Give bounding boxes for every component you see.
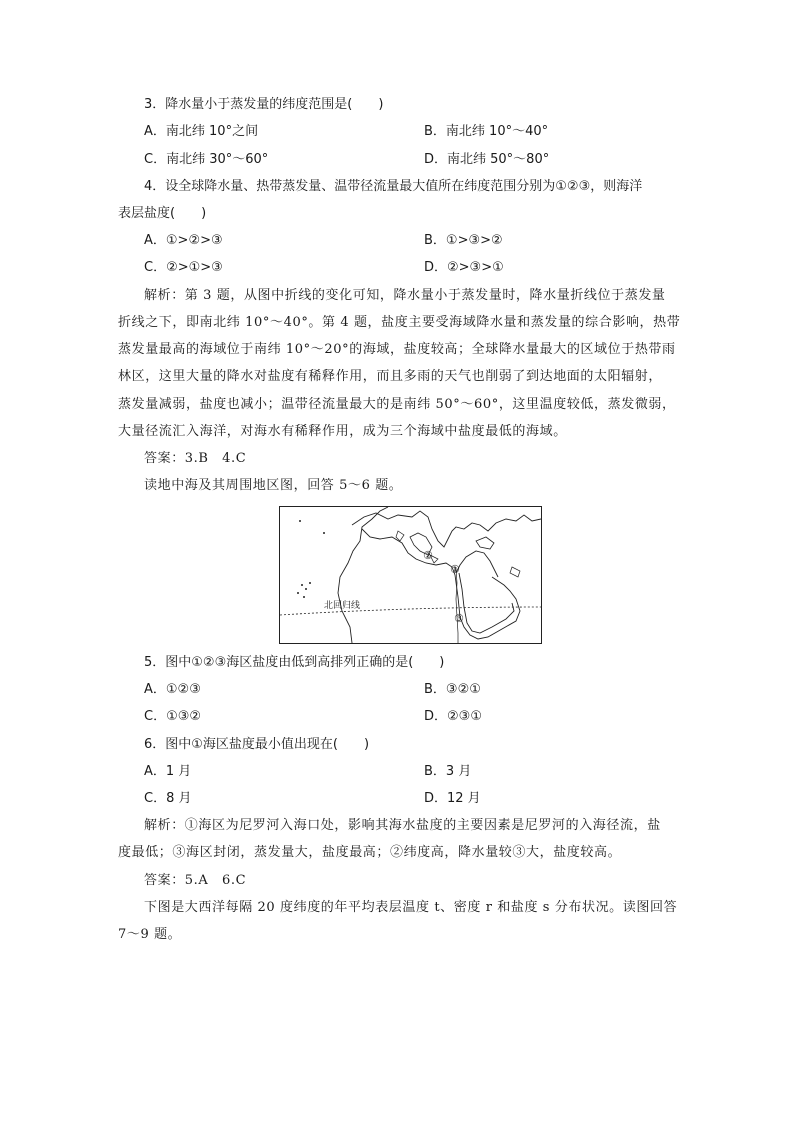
question-5-option-d: D．②③① — [424, 709, 482, 724]
north-africa-red-sea-coast — [362, 529, 520, 639]
analysis-1-line3: 蒸发量最高的海域位于南纬 10°～20°的海域，盐度较高；全球降水量最大的区域位于热带雨 — [118, 342, 676, 357]
analysis-1-line6: 大量径流汇入海洋，对海水有稀释作用，成为三个海域中盐度最低的海域。 — [118, 424, 567, 439]
question-3-stem: 3．降水量小于蒸发量的纬度范围是( ) — [144, 97, 384, 112]
europe-coast — [352, 511, 541, 547]
question-4-stem-line1: 4．设全球降水量、热带蒸发量、温带径流量最大值所在纬度范围分别为①②③，则海洋 — [144, 179, 643, 194]
island-dot — [309, 582, 311, 584]
question-6-option-a: A．1 月 — [144, 764, 192, 779]
question-5-option-c: C．①③② — [144, 709, 202, 724]
gulf-inlet — [510, 567, 520, 577]
question-3-option-b: B．南北纬 10°～40° — [424, 124, 549, 139]
levant-gulf-coast — [456, 551, 498, 577]
analysis-1-line4: 林区，这里大量的降水对盐度有稀释作用，而且多雨的天气也削弱了到达地面的太阳辐射， — [118, 369, 663, 384]
island-dot — [303, 596, 305, 598]
arabia-coast — [459, 573, 514, 633]
question-3-option-d: D．南北纬 50°～80° — [424, 152, 550, 167]
island-dot — [301, 584, 303, 586]
question-4-option-a: A．①>②>③ — [144, 233, 223, 248]
island-dot — [299, 520, 301, 522]
analysis-2-line2: 度最低；③海区封闭，蒸发量大，盐度最高；②纬度高，降水量较③大，盐度较高。 — [118, 845, 622, 860]
intro-atlantic-line2: 7～9 题。 — [118, 927, 182, 942]
question-4-stem-line2: 表层盐度( ) — [118, 206, 207, 221]
question-6-option-c: C．8 月 — [144, 791, 192, 806]
question-5-option-b: B．③②① — [424, 682, 481, 697]
question-6-option-d: D．12 月 — [424, 791, 481, 806]
tropic-of-cancer-label: 北回归线 — [324, 601, 361, 611]
question-6-stem: 6．图中①海区盐度最小值出现在( ) — [144, 737, 370, 752]
answer-1: 答案：3.B 4.C — [144, 451, 247, 466]
question-5-stem: 5．图中①②③海区盐度由低到高排列正确的是( ) — [144, 655, 445, 670]
island-dot — [305, 588, 307, 590]
answer-2: 答案：5.A 6.C — [144, 873, 247, 888]
question-4-option-d: D．②>③>① — [424, 260, 504, 275]
map-marker-2: ② — [423, 549, 433, 562]
question-6-option-b: B．3 月 — [424, 764, 472, 779]
map-marker-3: ③ — [454, 612, 464, 625]
analysis-1-line5: 蒸发量减弱，盐度也减小；温带径流量最大的是南纬 50°～60°，这里温度较低，蒸发微弱， — [118, 397, 676, 412]
mediterranean-map — [279, 506, 542, 644]
question-3-option-c: C．南北纬 30°～60° — [144, 152, 269, 167]
question-5-option-a: A．①②③ — [144, 682, 201, 697]
question-4-option-b: B．①>③>② — [424, 233, 503, 248]
nile-river — [456, 569, 458, 643]
tropic-of-cancer-line — [280, 607, 541, 615]
island-dot — [297, 592, 299, 594]
sardinia-island — [396, 531, 404, 541]
intro-atlantic-line1: 下图是大西洋每隔 20 度纬度的年平均表层温度 t、密度 r 和盐度 s 分布状况。读图回答 — [144, 900, 678, 915]
question-3-option-a: A．南北纬 10°之间 — [144, 124, 259, 139]
cyprus-region — [476, 537, 494, 549]
africa-west-coast — [338, 507, 388, 643]
analysis-2-line1: 解析：①海区为尼罗河入海口处，影响其海水盐度的主要因素是尼罗河的入海径流，盐 — [144, 818, 661, 833]
intro-map-question: 读地中海及其周围地区图，回答 5～6 题。 — [144, 478, 403, 493]
map-marker-1: ① — [450, 563, 460, 576]
map-drawing — [280, 507, 541, 643]
analysis-1-line1: 解析：第 3 题，从图中折线的变化可知，降水量小于蒸发量时，降水量折线位于蒸发量 — [144, 288, 666, 303]
analysis-1-line2: 折线之下，即南北纬 10°～40°。第 4 题，盐度主要受海域降水量和蒸发量的综合影响，热带 — [118, 315, 681, 330]
question-4-option-c: C．②>①>③ — [144, 260, 223, 275]
island-dot — [323, 532, 325, 534]
